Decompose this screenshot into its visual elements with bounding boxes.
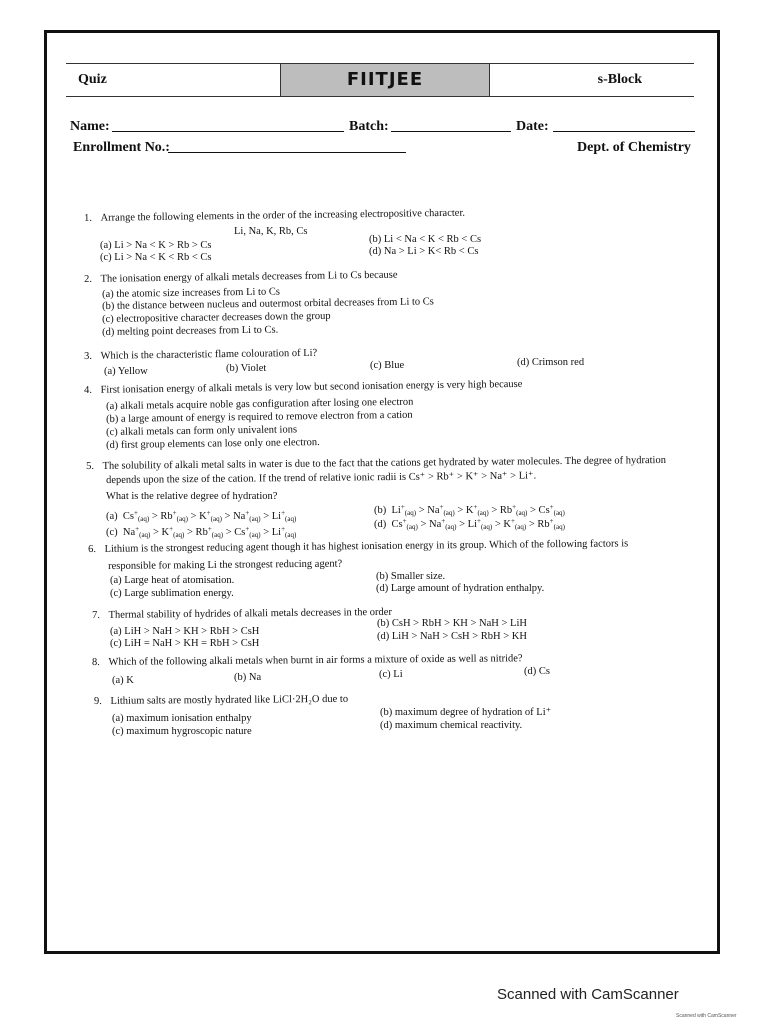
header-quiz-label: Quiz: [78, 72, 107, 87]
q2-option-b: (b) the distance between nucleus and outermost orbital decreases from Li to Cs: [101, 296, 434, 312]
question-number: 3.: [83, 350, 93, 362]
q1-option-d: (d) Na > Li > K< Rb < Cs: [369, 246, 479, 257]
q2-option-a: (a) the atomic size increases from Li to Cs: [101, 286, 280, 300]
date-label: Date:: [516, 119, 549, 134]
enrollment-line: [168, 152, 406, 153]
camscanner-watermark: Scanned with CamScanner: [497, 986, 679, 1003]
q6-option-d: (d) Large amount of hydration enthalpy.: [376, 583, 545, 594]
question-text: Arrange the following elements in the order of the increasing electropositive character.: [100, 207, 466, 224]
question-text: Thermal stability of hydrides of alkali metals decreases in the order: [108, 606, 392, 621]
q4-option-d: (d) first group elements can lose only one electron.: [105, 437, 320, 451]
q7-option-b: (b) CsH > RbH > KH > NaH > LiH: [377, 618, 527, 629]
q5-option-b: (b) $Li^+_{(aq)} > Na^+_{(aq)} > K^+_{(aq)} > Rb^+_{(aq)} > Cs^+_{(aq)}$: [374, 503, 565, 517]
question-text: First ionisation energy of alkali metals is very low but second ionisation energy is very high because: [100, 378, 523, 396]
q8-option-a: (a) K: [112, 675, 134, 686]
q4-option-b: (b) a large amount of energy is required to remove electron from a cation: [105, 409, 413, 425]
batch-label: Batch:: [349, 119, 389, 134]
question-number: 8.: [91, 656, 100, 668]
q6-option-b: (b) Smaller size.: [376, 571, 446, 582]
q7-option-d: (d) LiH > NaH > CsH > RbH > KH: [377, 631, 527, 642]
q6-option-c: (c) Large sublimation energy.: [110, 588, 234, 599]
q6-text-line2: responsible for making Li the strongest reducing agent?: [107, 558, 343, 572]
q9-option-c: (c) maximum hygroscopic nature: [112, 726, 252, 737]
q2-option-c: (c) electropositive character decreases down the group: [101, 310, 331, 325]
question-text: Which of the following alkali metals when burnt in air forms a mixture of oxide as well as nitride?: [108, 653, 523, 668]
q1-option-a: (a) Li > Na < K > Rb > Cs: [100, 240, 212, 251]
q8-option-d: (d) Cs: [524, 666, 550, 677]
question-text: Lithium salts are mostly hydrated like LiCl·2H₂O due to: [110, 693, 349, 707]
q7-option-a: (a) LiH > NaH > KH > RbH > CsH: [110, 626, 260, 637]
q1-option-c: (c) Li > Na < K < Rb < Cs: [100, 252, 212, 263]
q9-option-b: (b) maximum degree of hydration of Li⁺: [380, 707, 552, 718]
q5-option-c: (c) $Na^+_{(aq)} > K^+_{(aq)} > Rb^+_{(aq)} > Cs^+_{(aq)} > Li^+_{(aq)}$: [106, 525, 297, 539]
question-number: 7.: [91, 609, 100, 621]
batch-line: [391, 131, 511, 132]
q4-option-a: (a) alkali metals acquire noble gas configuration after losing one electron: [105, 396, 414, 412]
question-text: The solubility of alkali metal salts in water is due to the fact that the cations get hydrated by water molecules. The degree of hydration: [102, 454, 666, 472]
q2-option-d: (d) melting point decreases from Li to Cs.: [101, 324, 279, 338]
q1-option-b: (b) Li < Na < K < Rb < Cs: [369, 234, 482, 245]
fiitjee-logo: FIITJEE: [280, 64, 490, 96]
q9-option-a: (a) maximum ionisation enthalpy: [112, 713, 252, 724]
question-number: 2.: [83, 273, 93, 285]
q9-option-d: (d) maximum chemical reactivity.: [380, 720, 523, 731]
header-topic: s-Block: [597, 72, 642, 87]
date-line: [553, 131, 695, 132]
q7-option-c: (c) LiH = NaH > KH = RbH > CsH: [110, 638, 260, 649]
q5-option-d: (d) $Cs^+_{(aq)} > Na^+_{(aq)} > Li^+_{(aq)} > K^+_{(aq)} > Rb^+_{(aq)}$: [374, 517, 565, 531]
enrollment-label: Enrollment No.:: [73, 140, 170, 155]
q3-option-d: (d) Crimson red: [517, 357, 585, 368]
q3-option-c: (c) Blue: [370, 360, 405, 371]
question-text: The ionisation energy of alkali metals decreases from Li to Cs because: [100, 269, 398, 285]
question-text: Which is the characteristic flame colouration of Li?: [100, 347, 318, 362]
question-number: 5.: [85, 460, 94, 472]
name-line: [112, 131, 344, 132]
q3-option-b: (b) Violet: [226, 363, 267, 374]
q5-text-line3: What is the relative degree of hydration?: [106, 491, 278, 502]
q3-option-a: (a) Yellow: [104, 366, 148, 377]
question-number: 6.: [87, 543, 96, 555]
name-label: Name:: [70, 119, 110, 134]
q6-option-a: (a) Large heat of atomisation.: [110, 575, 235, 586]
q1-sublist: Li, Na, K, Rb, Cs: [234, 226, 308, 237]
q8-option-b: (b) Na: [234, 672, 262, 683]
q5-option-a: (a) $Cs^+_{(aq)} > Rb^+_{(aq)} > K^+_{(aq)} > Na^+_{(aq)} > Li^+_{(aq)}$: [106, 509, 297, 523]
question-9: [94, 695, 348, 708]
q4-option-c: (c) alkali metals can form only univalent ions: [105, 424, 298, 438]
q5-text-line2: depends upon the size of the cation. If the trend of relative ionic radii is Cs⁺ > Rb⁺ > K⁺ > Na⁺ > Li⁺.: [105, 470, 537, 486]
question-number: 4.: [83, 384, 93, 396]
question-text: Lithium is the strongest reducing agent though it has highest ionisation energy in its group. Which of the following factors is: [104, 538, 629, 555]
header-bar: [66, 63, 694, 97]
question-number: 9.: [93, 695, 102, 707]
camscanner-watermark-small: Scanned with CamScanner: [676, 1013, 737, 1019]
question-number: 1.: [83, 212, 93, 224]
q8-option-c: (c) Li: [379, 669, 403, 680]
dept-label: Dept. of Chemistry: [577, 140, 691, 155]
